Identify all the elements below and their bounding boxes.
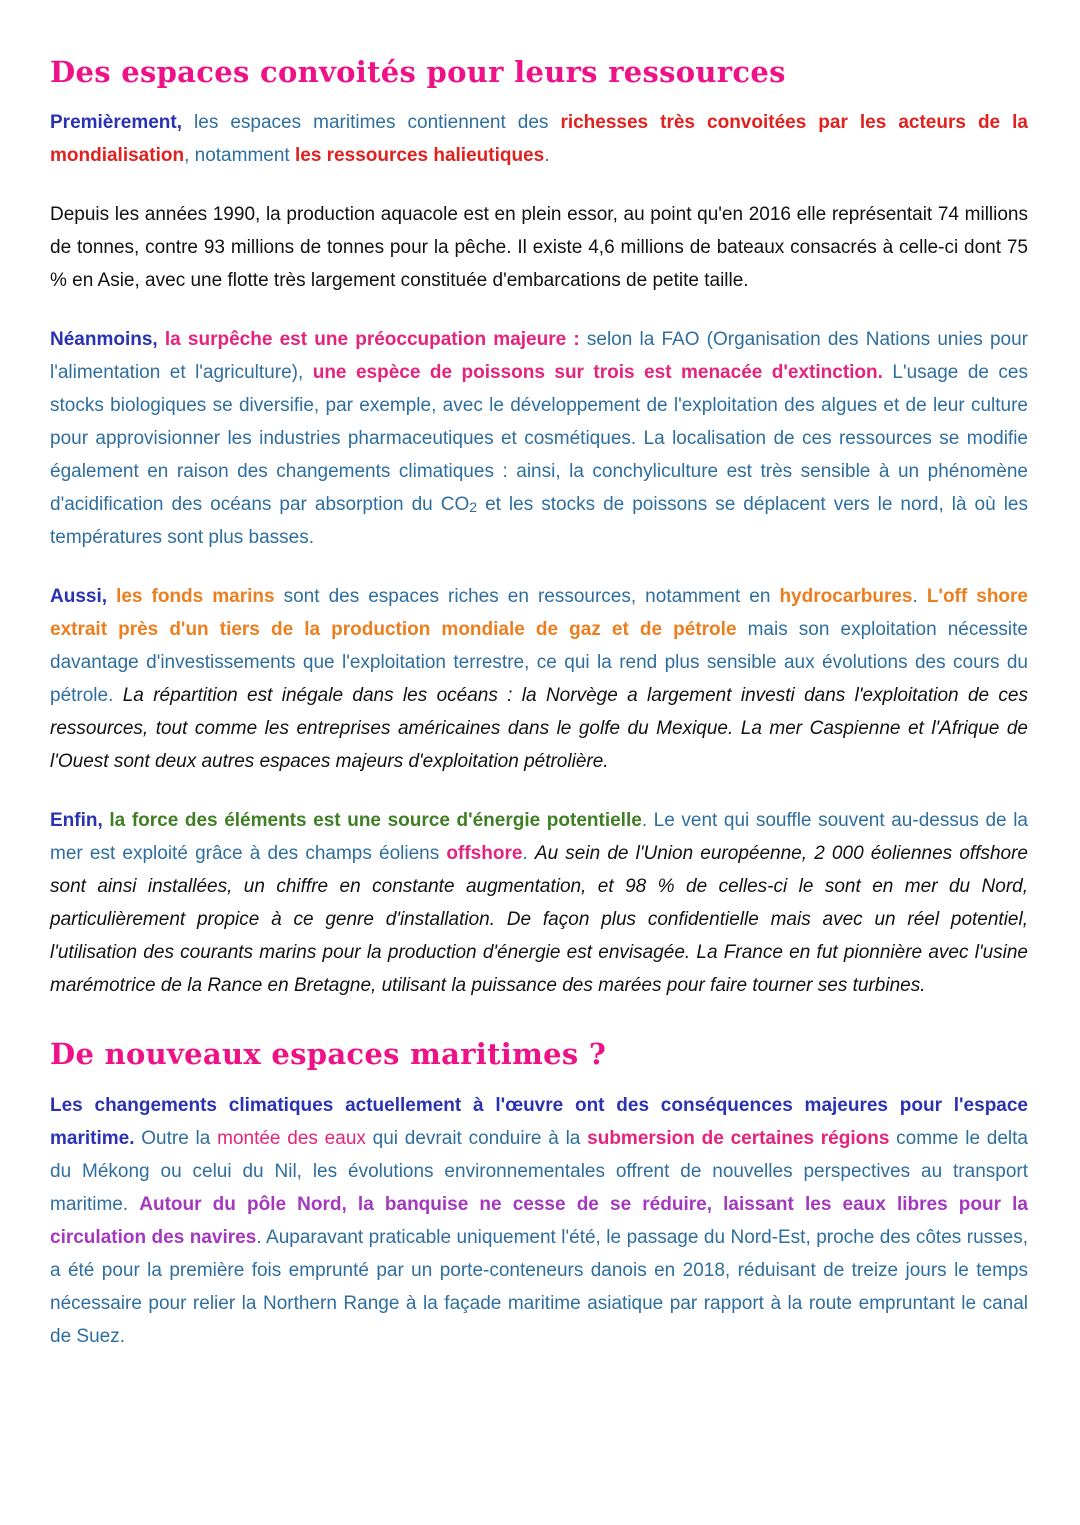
text-run: . [912,586,927,608]
text-run: qui devrait conduire à la [365,1127,588,1149]
text-run: et les stocks de poissons se déplacent vers le nord, là où les températures sont plus basses. [50,494,1028,549]
text-run: 2 [469,499,478,516]
text-run: Au sein de l'Union européenne, 2 000 éoliennes offshore sont ainsi installées, un chiffre en constante augmentation, et 98 % de celles-ci le sont en mer du Nord, particulièrement propice à ce genre d'installation. De façon plus confidentielle mais avec un réel potentiel, l'utilisation des courants marins pour la production d'énergie est envisagée. La France en fut pionnière avec l'usine marémotrice de la Rance en Bretagne, utilisant la puissance des marées pour faire tourner ses turbines. [50,843,1028,997]
text-run: . Le vent qui souffle souvent au-dessus de la mer est exploité grâce à des champs éoliens [50,810,1028,865]
text-run: . [544,145,550,167]
text-run: offshore [446,843,523,865]
text-run: les fonds marins [116,586,275,608]
text-run: , notamment [184,145,295,167]
text-run: la surpêche est une préoccupation majeure : [164,329,587,351]
text-run: Depuis les années 1990, la production aquacole est en plein essor, au point qu'en 2016 elle représentait 74 millions de tonnes, contre 93 millions de tonnes pour la pêche. Il existe 4,6 millions de bateaux consacrés à celle-ci dont 75 % en Asie, avec une flotte très largement constituée d'embarcations de petite taille. [50,204,1028,292]
text-run: Autour du pôle Nord, la banquise ne cesse de se réduire, laissant les eaux libres pour la circulation des navires [50,1193,1028,1248]
paragraph [50,1089,1028,1353]
text-run: sont des espaces riches en ressources, notamment en [274,586,780,608]
text-run: La répartition est inégale dans les océans : la Norvège a largement investi dans l'exploitation de ces ressources, tout comme les entreprises américaines dans le golfe du Mexique. La mer Caspienne et l'Afrique de l'Ouest sont deux autres espaces majeurs d'exploitation pétrolière. [50,685,1028,773]
article-content [50,54,1028,1353]
text-run: Premièrement, [50,112,183,134]
text-run: la force des éléments est une source d'énergie potentielle [109,810,642,832]
text-run: hydrocarbures [779,586,913,608]
text-run: Aussi, [50,586,117,608]
text-run: submersion de certaines régions [587,1127,890,1149]
text-run: les espaces maritimes contiennent des [182,112,561,134]
text-run: les ressources halieutiques [294,145,545,167]
text-run: . [522,843,535,865]
paragraph [50,198,1028,297]
text-run: . Auparavant praticable uniquement l'été, le passage du Nord-Est, proche des côtes russes, a été pour la première fois emprunté par un porte-conteneurs danois en 2018, réduisant de treize jours le temps nécessaire pour relier la Northern Range à la façade maritime asiatique par rapport à la route empruntant le canal de Suez. [50,1226,1028,1347]
text-run: L'usage de ces stocks biologiques se diversifie, par exemple, avec le développement de l'exploitation des algues et de leur culture pour approvisionner les industries pharmaceutiques et cosmétiques. La localisation de ces ressources se modifie également en raison des changements climatiques : ainsi, la conchyliculture est très sensible à un phénomène d'acidification des océans par absorption du CO [50,362,1029,516]
text-run: mais son exploitation nécessite davantage d'investissements que l'exploitation terrestre, ce qui la rend plus sensible aux évolutions des cours du pétrole. [50,619,1028,707]
paragraph [50,580,1028,778]
text-run: Enfin, [50,810,110,832]
paragraph [50,323,1028,554]
text-run: comme le delta du Mékong ou celui du Nil, les évolutions environnementales offrent de nouvelles perspectives au transport maritime. [50,1127,1029,1215]
paragraph [50,106,1028,172]
text-run: montée des eaux [217,1127,366,1149]
paragraph [50,804,1028,1002]
text-run: L'off shore extrait près d'un tiers de la production mondiale de gaz et de pétrole [50,586,1028,641]
text-run: une espèce de poissons sur trois est menacée d'extinction. [312,362,883,384]
section-heading-ressources: Des espaces convoités pour leurs ressources [50,55,786,89]
text-run: richesses très convoitées par les acteurs de la mondialisation [50,112,1028,167]
text-run: selon la FAO (Organisation des Nations unies pour l'alimentation et l'agriculture), [50,329,1028,384]
text-run: Les changements climatiques actuellement à l'œuvre ont des conséquences majeures pour l'espace maritime. [50,1094,1028,1149]
section-heading-nouveaux-espaces: De nouveaux espaces maritimes ? [50,1037,607,1072]
text-run: Néanmoins, [50,329,165,351]
text-run: Outre la [134,1127,218,1149]
